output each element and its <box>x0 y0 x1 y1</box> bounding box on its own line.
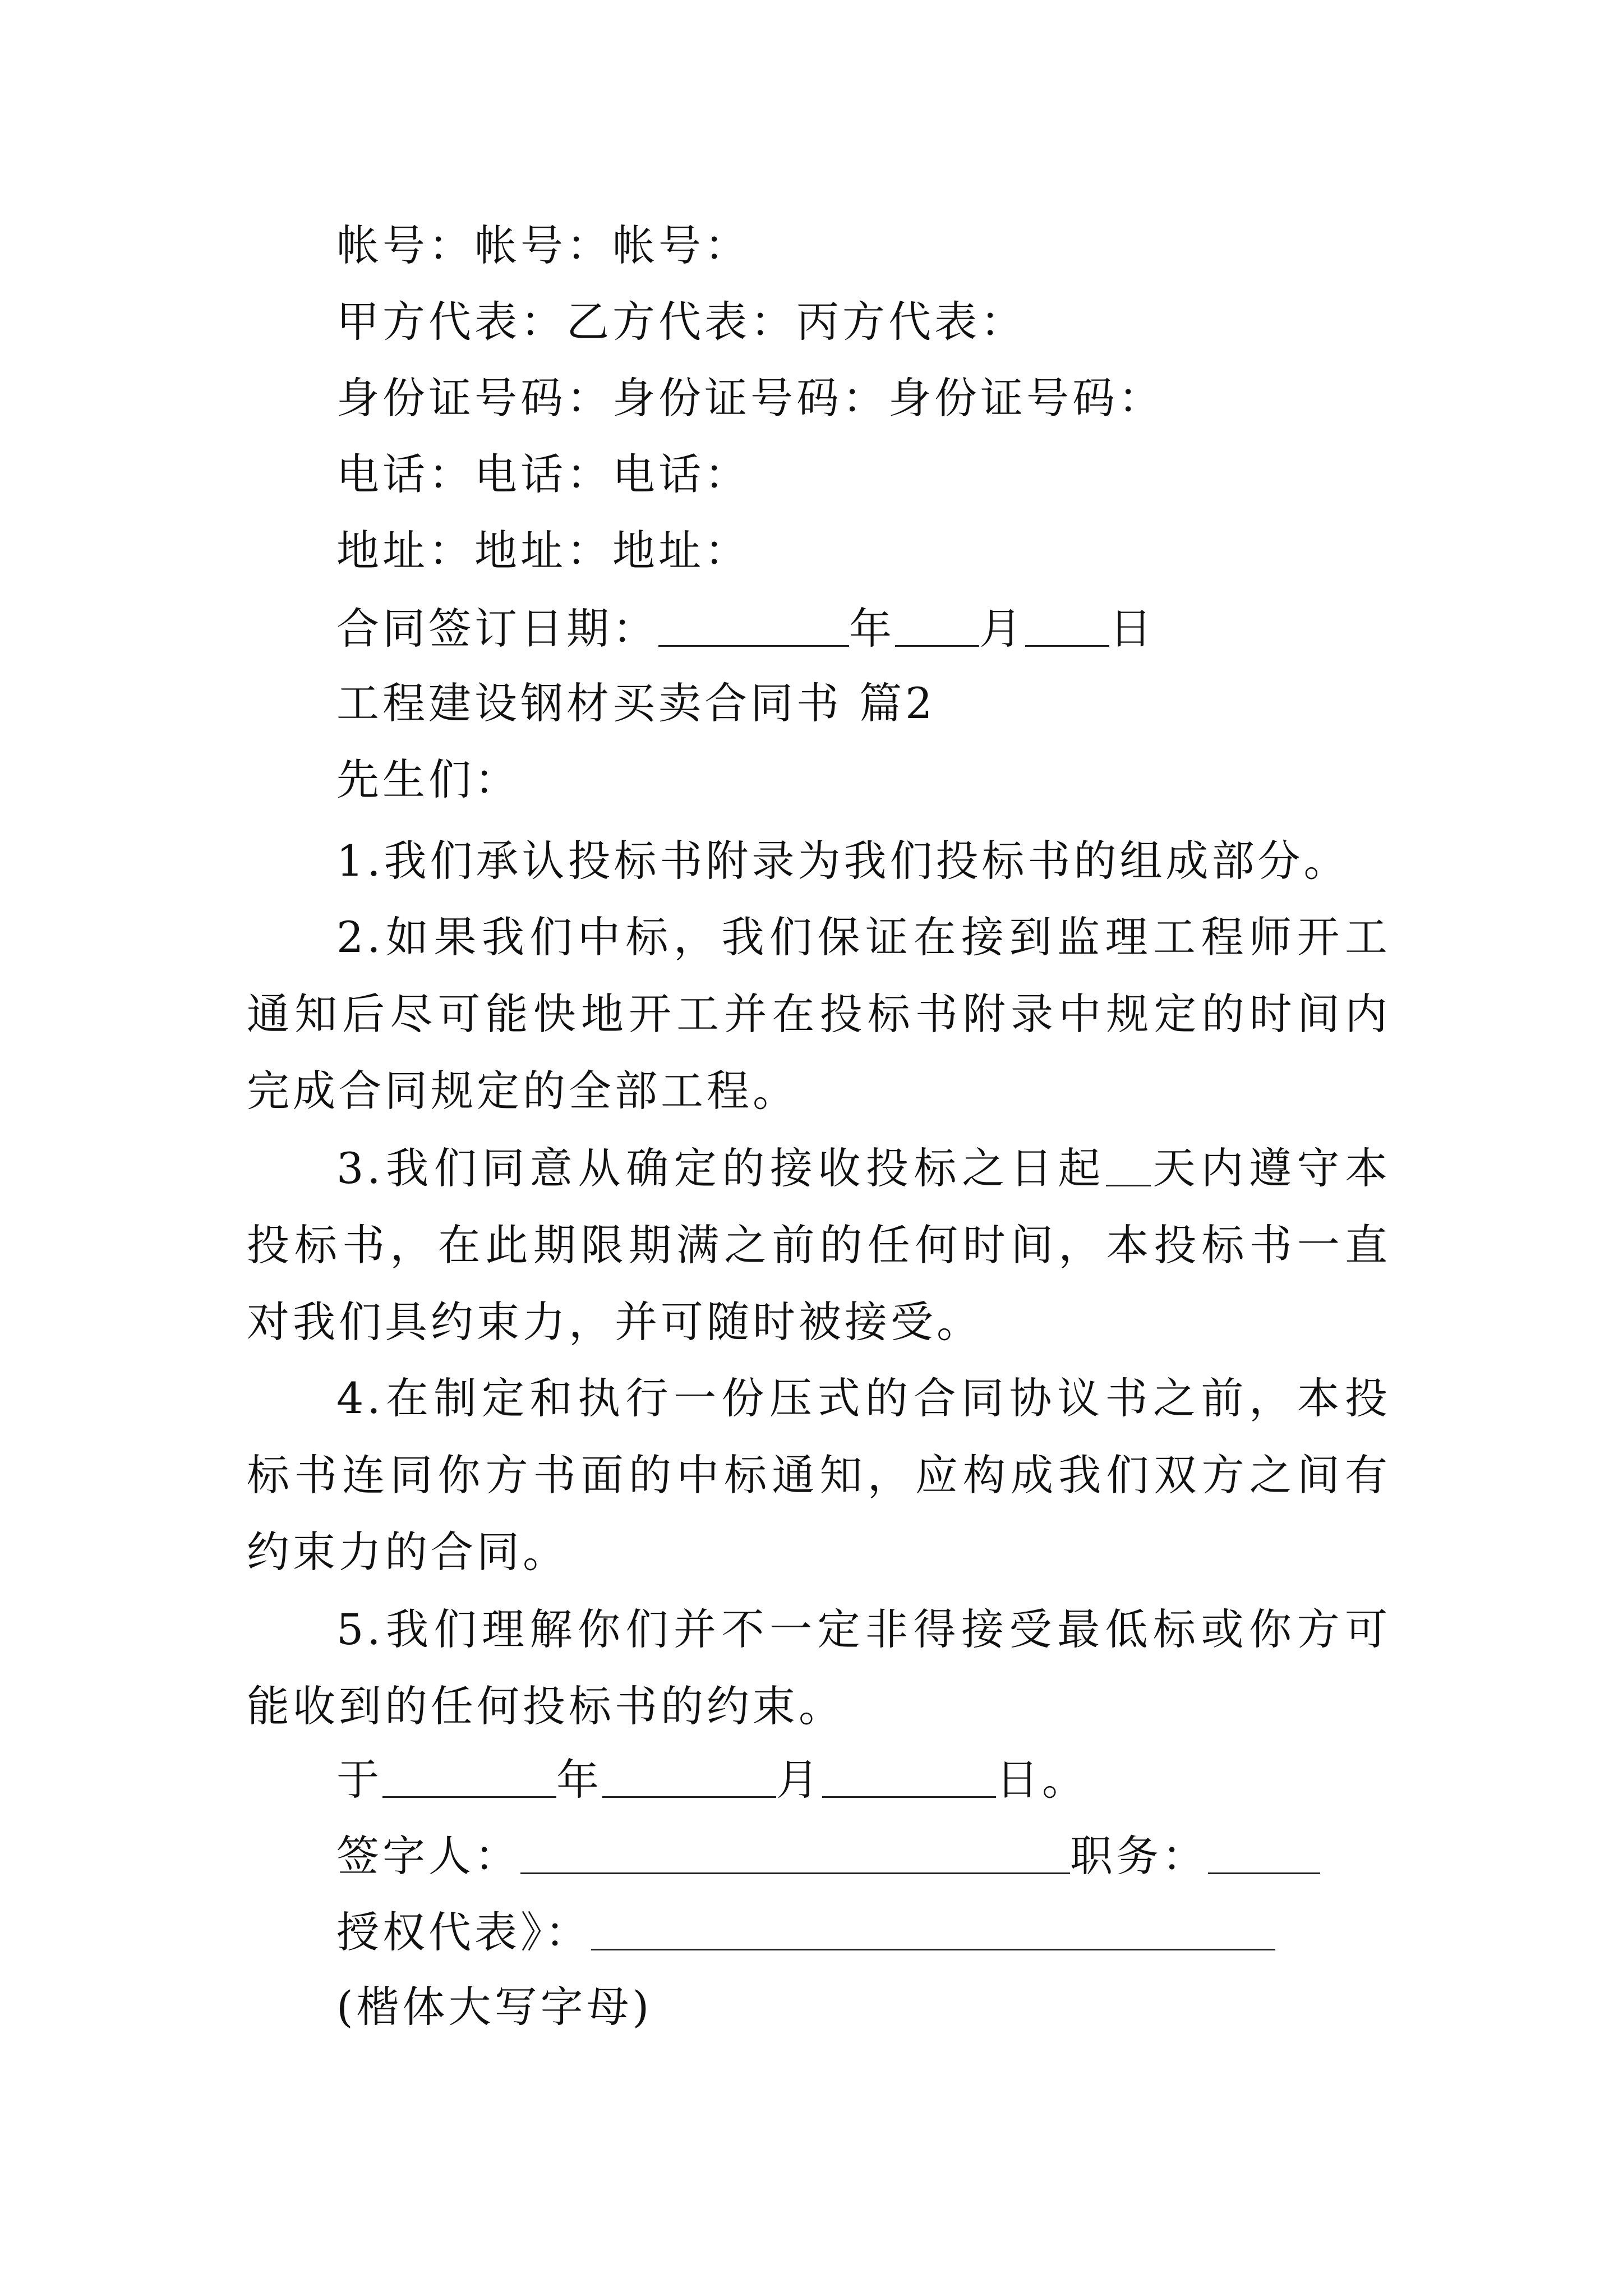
date-line <box>336 1755 1088 1805</box>
date-day-blank <box>822 1757 996 1798</box>
position-blank <box>1208 1833 1320 1874</box>
signer-blank <box>520 1833 1070 1874</box>
account-line: 帐号：帐号：帐号： <box>336 220 750 270</box>
block-letters-note: (楷体大写字母) <box>336 1982 653 2032</box>
authorized-rep-label: 授权代表》： <box>336 1907 591 1957</box>
clause-4: 4.在制定和执行一份压式的合同协议书之前，本投标书连同你方书面的中标通知，应构成我们双方之间有约束力的合同。 <box>247 1373 1391 1577</box>
date-at-label: 于 <box>336 1755 382 1805</box>
clause-3-part-1: 3.我们同意从确定的接收投标之日起 <box>336 1143 1106 1193</box>
sign-year-blank <box>658 606 849 647</box>
date-month-label: 月 <box>776 1755 822 1805</box>
sign-day-blank <box>1025 606 1109 647</box>
sign-month-blank <box>895 606 979 647</box>
clause-3 <box>247 1130 1391 1360</box>
days-blank <box>1106 1145 1151 1186</box>
authorized-rep-line <box>336 1907 1275 1957</box>
representative-line: 甲方代表：乙方代表：丙方代表： <box>336 297 1026 347</box>
sign-date-label: 合同签订日期： <box>336 604 658 654</box>
sign-month-label: 月 <box>979 604 1025 654</box>
id-number-line: 身份证号码：身份证号码：身份证号码： <box>336 373 1164 423</box>
phone-line: 电话：电话：电话： <box>336 449 750 499</box>
sign-day-label: 日 <box>1109 604 1155 654</box>
section-title: 工程建设钢材买卖合同书 篇2 <box>336 678 936 728</box>
clause-5: 5.我们理解你们并不一定非得接受最低标或你方可能收到的任何投标书的约束。 <box>247 1604 1391 1731</box>
sign-year-label: 年 <box>849 604 895 654</box>
clause-3-part-2: 天内遵守本投标书，在此期限期满之前的任何时间，本投标书一直对我们具约束力，并可随时被接受。 <box>247 1143 1391 1347</box>
signer-line <box>336 1831 1320 1881</box>
date-year-label: 年 <box>556 1755 602 1805</box>
signer-label: 签字人： <box>336 1831 520 1881</box>
position-label: 职务： <box>1070 1831 1208 1881</box>
clause-1: 1.我们承认投标书附录为我们投标书的组成部分。 <box>336 836 1350 886</box>
authorized-rep-blank <box>591 1910 1275 1950</box>
sign-date-line <box>336 604 1155 654</box>
address-line: 地址：地址：地址： <box>336 526 750 576</box>
date-day-label: 日。 <box>996 1755 1088 1805</box>
clause-2: 2.如果我们中标，我们保证在接到监理工程师开工通知后尽可能快地开工并在投标书附录中规定的时间内完成合同规定的全部工程。 <box>247 912 1391 1116</box>
salutation: 先生们： <box>336 754 520 804</box>
date-month-blank <box>602 1757 776 1798</box>
date-year-blank <box>382 1757 556 1798</box>
